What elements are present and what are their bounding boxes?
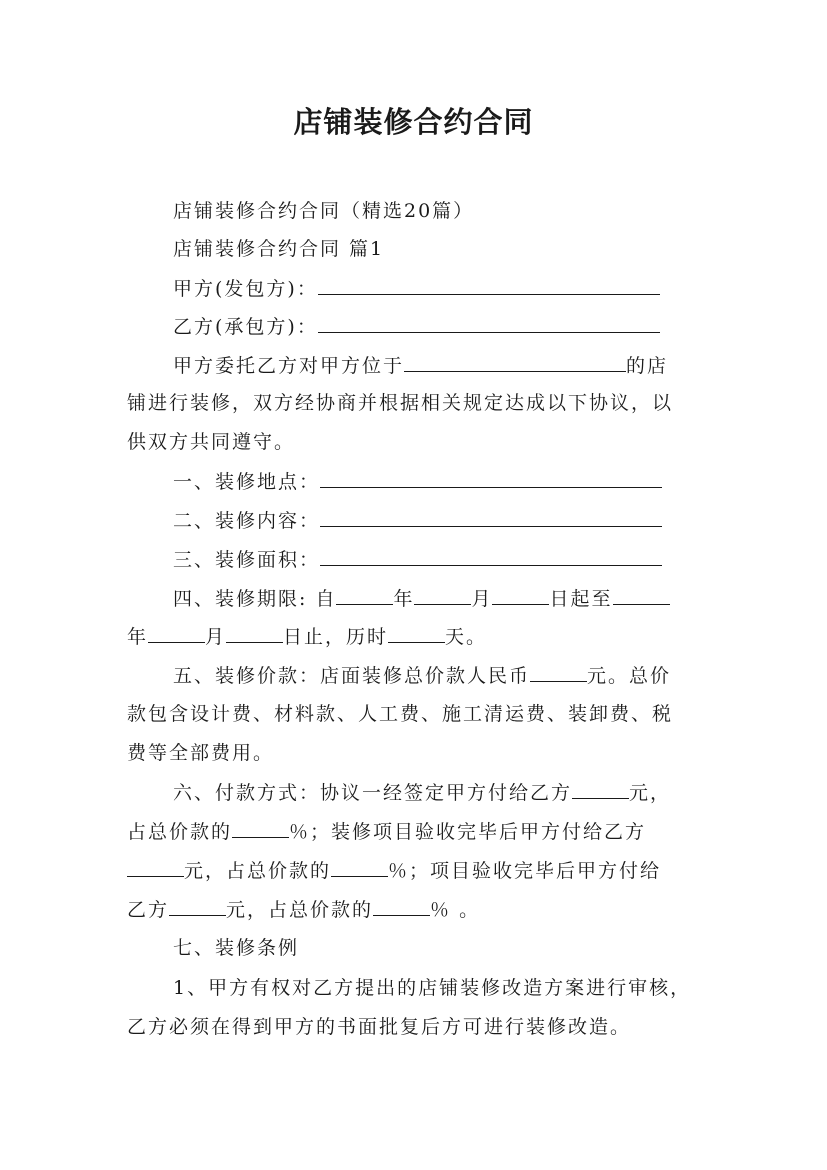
item6-text-a: 六、付款方式：协议一经签定甲方付给乙方 [173,782,573,804]
item4-line-2 [127,622,707,651]
item1-label: 一、装修地点： [173,471,321,493]
item1-line [127,467,753,496]
payment1-percent-blank [232,817,289,838]
item6-line-3 [127,856,707,885]
end-month-blank [148,622,205,643]
intro-line-2: 铺进行装修，双方经协商并根据相关规定达成以下协议，以 [127,392,674,414]
end-day-blank [226,622,283,643]
item4-text-a: 四、装修期限: 自 [173,588,337,610]
item6-text-h: 元，占总价款的 [226,899,374,921]
intro-line-1 [127,351,753,380]
item4-text-c: 月 [471,588,493,610]
payment2-percent-blank [331,856,388,877]
start-year-blank [336,584,393,605]
party-b-line [127,312,753,341]
item6-text-i: ％ 。 [430,899,481,921]
item2-line [127,506,753,535]
intro-line-3: 供双方共同遵守。 [127,431,296,453]
item6-text-b: 元， [629,782,672,804]
item6-text-e: 元，占总价款的 [184,860,332,882]
item5-text-b: 元。总价 [587,665,672,687]
item6-text-d: ％；装修项目验收完毕后甲方付给乙方 [289,821,647,843]
item6-line-4 [127,895,707,924]
party-a-label: 甲方(发包方)： [173,278,318,300]
item2-label: 二、装修内容： [173,510,321,532]
item6-line-2 [127,817,707,846]
party-a-line [127,274,753,303]
item4-text-d: 日起至 [549,588,613,610]
start-day-blank [492,584,549,605]
item4-text-h: 天。 [445,626,488,648]
party-b-blank [318,312,660,333]
total-price-blank [530,661,587,682]
area-blank [320,545,662,566]
item6-text-c: 占总价款的 [127,821,233,843]
end-year-blank [613,584,670,605]
intro-line1-pre: 甲方委托乙方对甲方位于 [173,355,405,377]
clause1-line-1: 1、甲方有权对乙方提出的店铺装修改造方案进行审核， [173,977,692,999]
start-month-blank [414,584,471,605]
item6-text-f: ％；项目验收完毕后甲方付给 [388,860,662,882]
item6-line-1 [127,778,753,807]
item5-text-a: 五、装修价款：店面装修总价款人民币 [173,665,531,687]
item7-heading: 七、装修条例 [173,937,300,959]
payment1-amount-blank [572,778,629,799]
item5-line-1 [127,661,753,690]
duration-blank [388,622,445,643]
intro-line1-post: 的店 [626,355,669,377]
article-heading: 店铺装修合约合同 篇1 [173,238,385,260]
shop-location-blank [404,351,626,372]
subtitle: 店铺装修合约合同（精选20篇） [173,200,475,222]
party-b-label: 乙方(承包方)： [173,316,318,338]
item4-text-e: 年 [127,626,149,648]
item4-line-1 [127,584,753,613]
item4-text-f: 月 [205,626,227,648]
party-a-blank [318,274,660,295]
payment2-amount-blank [127,856,184,877]
payment3-percent-blank [373,895,430,916]
payment3-amount-blank [169,895,226,916]
item3-label: 三、装修面积： [173,549,321,571]
item6-text-g: 乙方 [127,899,170,921]
item5-line-3: 费等全部费用。 [127,742,275,764]
item5-line-2: 款包含设计费、材料款、人工费、施工清运费、装卸费、税 [127,703,674,725]
document-title: 店铺装修合约合同 [293,105,534,139]
location-blank [320,467,662,488]
item4-text-g: 日止，历时 [283,626,389,648]
clause1-line-2: 乙方必须在得到甲方的书面批复后方可进行装修改造。 [127,1016,632,1038]
item3-line [127,545,753,574]
item4-text-b: 年 [393,588,415,610]
content-blank [320,506,662,527]
